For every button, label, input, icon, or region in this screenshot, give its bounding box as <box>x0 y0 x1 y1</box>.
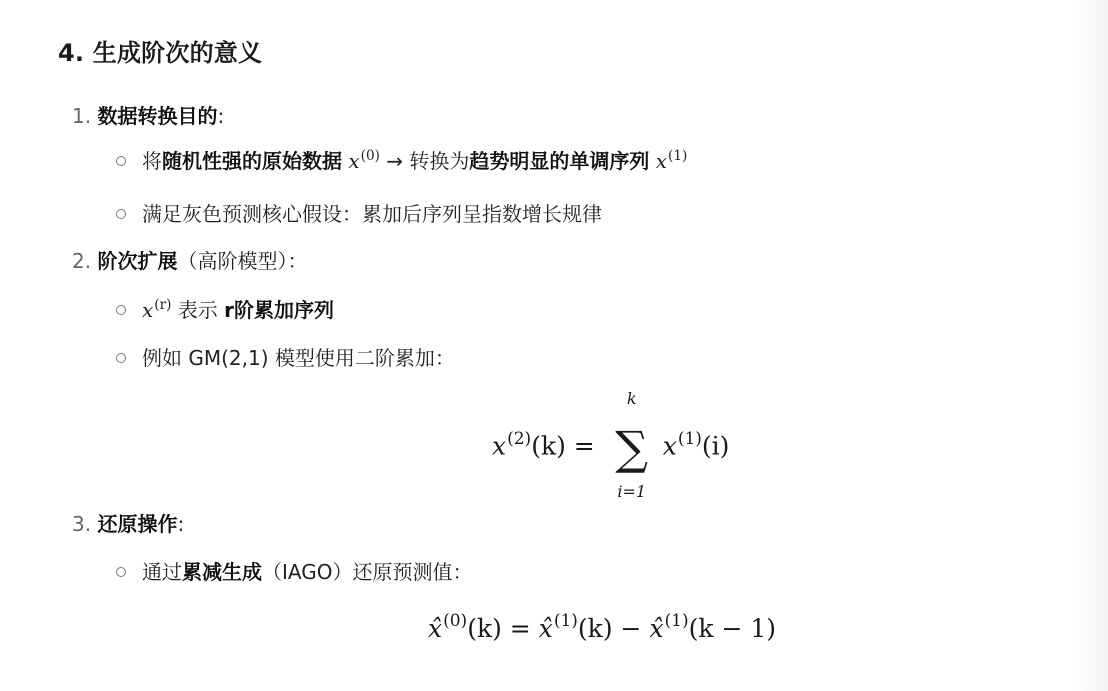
list-item-2: 2. 阶次扩展（高阶模型）： <box>72 249 308 273</box>
list-number: 3. <box>72 512 92 536</box>
item-title: 还原操作 <box>97 512 178 536</box>
bullet-icon <box>116 156 126 166</box>
bullet-icon <box>116 305 126 315</box>
summation-symbol: k ∑ i=1 <box>615 389 649 501</box>
list-item-3: 3. 还原操作: <box>72 512 185 536</box>
bullet-icon <box>116 353 126 363</box>
item-title: 数据转换目的 <box>97 104 218 128</box>
display-formula-iago: x̂$^{(0)}$(k) = x̂$^{(1)}$(k) − x̂$^{(1)}$(k − 1) <box>428 611 777 643</box>
sub-list-item: $x^{(r)}$ 表示 r阶累加序列 <box>116 294 334 323</box>
math-variable: x <box>142 298 154 322</box>
bullet-icon <box>116 209 126 219</box>
sub-list-item: 通过累减生成（IAGO）还原预测值： <box>116 556 472 585</box>
math-variable: x <box>348 149 360 173</box>
sub-list-item: 例如 GM(2,1) 模型使用二阶累加： <box>116 342 455 371</box>
sub-list-item: 满足灰色预测核心假设：累加后序列呈指数增长规律 <box>116 198 602 227</box>
display-formula-sum: $x^{(2)}(k)$ = k ∑ i=1 $x^{(1)}(i)$ <box>492 389 730 501</box>
bullet-icon <box>116 567 126 577</box>
list-number: 1. <box>72 104 92 128</box>
list-item-1 <box>72 100 224 129</box>
item-title: 阶次扩展 <box>97 249 178 273</box>
scroll-edge-shadow <box>1074 0 1108 691</box>
list-number: 2. <box>72 249 92 273</box>
sub-list-item: 将随机性强的原始数据 $x^{(0)}$ → 转换为趋势明显的单调序列 $x^{(1)}$ <box>116 145 687 174</box>
section-heading: 4. 生成阶次的意义 <box>58 39 263 67</box>
colon: : <box>217 104 225 128</box>
math-variable: x <box>655 149 668 173</box>
